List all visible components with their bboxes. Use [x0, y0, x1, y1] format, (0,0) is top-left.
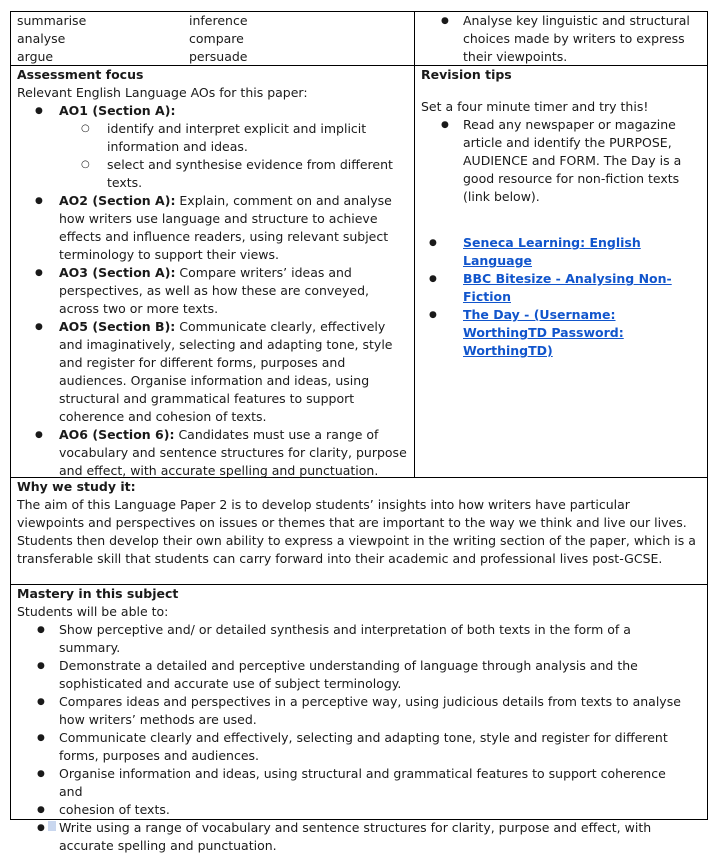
assessment-focus-cell — [10, 65, 414, 478]
keywords-cell — [10, 11, 414, 65]
ao1-item — [11, 102, 414, 192]
mastery-item: ● cohesion of texts. — [11, 801, 707, 819]
revision-tips-cell — [414, 65, 708, 478]
ao2-text: Explain, comment on and analyse how writers use language and structure to achieve effects and influence readers, using relevant subject terminology to support their views. — [59, 193, 392, 262]
ao5-text: Communicate clearly, effectively and imaginatively, selecting and adapting tone, style and register for different forms, purposes and audiences. Organise information and ideas, using structural and grammatical features to support coherence and cohesion of texts. — [59, 319, 393, 424]
keyword-row — [11, 12, 414, 30]
mastery-item: ● Show perceptive and/ or detailed synthesis and interpretation of both texts in the form of a summary. — [11, 621, 707, 657]
seneca-link-item — [415, 234, 707, 270]
seneca-link[interactable]: Seneca Learning: English Language — [463, 235, 641, 268]
keyword: inference — [189, 13, 248, 28]
why-we-study-cell — [10, 478, 708, 585]
mastery-item: ● Compares ideas and perspectives in a perceptive way, using judicious details from texts to analyse how writers’ methods are used. — [11, 693, 707, 729]
objectives-cell — [414, 11, 708, 65]
ao2-label: AO2 (Section A): — [59, 193, 176, 208]
resource-links — [415, 234, 707, 360]
objective-item: ● Analyse key linguistic and structural choices made by writers to express their viewpoints. — [415, 12, 707, 66]
mastery-item: ● Demonstrate a detailed and perceptive understanding of language through analysis and the sophisticated and accurate use of subject terminology. — [11, 657, 707, 693]
revision-tips-heading: Revision tips — [421, 67, 512, 82]
ao5-item — [11, 318, 414, 426]
mastery-heading: Mastery in this subject — [17, 586, 179, 601]
bbc-bitesize-link[interactable]: BBC Bitesize - Analysing Non-Fiction — [463, 271, 672, 304]
cursor-marker — [48, 821, 56, 831]
ao6-text: Candidates must use a range of vocabulary and sentence structures for clarity, purpose and effect, with accurate spelling and punctuation. — [59, 427, 407, 478]
mastery-item: ● Communicate clearly and effectively, selecting and adapting tone, style and register for different forms, purposes and audiences. — [11, 729, 707, 765]
assessment-focus-heading: Assessment focus — [17, 67, 144, 82]
ao1-sub-item: ○ select and synthesise evidence from different texts. — [59, 156, 408, 192]
revision-tip: ● Read any newspaper or magazine article and identify the PURPOSE, AUDIENCE and FORM. The Day is a good resource for non-fiction texts (link below). — [415, 116, 707, 206]
revision-timer: Set a four minute timer and try this! — [421, 99, 649, 114]
ao3-text: Compare writers’ ideas and perspectives, as well as how these are conveyed, across two or more texts. — [59, 265, 369, 316]
ao1-sub-item: ○ identify and interpret explicit and implicit information and ideas. — [59, 120, 408, 156]
keyword-row — [11, 48, 414, 66]
why-text: The aim of this Language Paper 2 is to develop students’ insights into how writers have particular viewpoints and perspectives on issues or themes that are important to the way we think and live our lives. Students then develop their own ability to express a viewpoint in the writing section of the paper, which is a transferable skill that students can carry forward into their academic and professional lives post-GCSE. — [17, 497, 696, 566]
keyword: persuade — [189, 49, 248, 64]
revision-tips-list — [415, 116, 707, 206]
the-day-link[interactable]: The Day - (Username: WorthingTD Password: WorthingTD) — [463, 307, 624, 358]
knowledge-organiser-table — [10, 11, 708, 853]
mastery-list — [11, 621, 707, 855]
assessment-intro: Relevant English Language AOs for this paper: — [17, 85, 308, 100]
bbc-bitesize-link-item — [415, 270, 707, 306]
ao1-sublist — [59, 120, 408, 192]
mastery-intro: Students will be able to: — [17, 604, 169, 619]
keyword: compare — [189, 31, 244, 46]
ao5-label: AO5 (Section B): — [59, 319, 176, 334]
keyword: summarise — [17, 13, 87, 28]
keyword-row — [11, 30, 414, 48]
mastery-item: ● Organise information and ideas, using structural and grammatical features to support coherence and — [11, 765, 707, 801]
the-day-link-item — [415, 306, 707, 360]
ao2-item — [11, 192, 414, 264]
mastery-item: ● Write using a range of vocabulary and sentence structures for clarity, purpose and effect, with accurate spelling and punctuation. — [11, 819, 707, 855]
keyword: analyse — [17, 31, 66, 46]
why-heading: Why we study it: — [17, 479, 136, 494]
objectives-list — [415, 12, 707, 66]
ao6-label: AO6 (Section 6): — [59, 427, 175, 442]
ao1-label: AO1 (Section A): — [59, 103, 176, 118]
ao-list — [11, 102, 414, 480]
mastery-cell — [10, 585, 708, 853]
keyword: argue — [17, 49, 54, 64]
ao3-label: AO3 (Section A): — [59, 265, 176, 280]
ao6-item — [11, 426, 414, 480]
ao3-item — [11, 264, 414, 318]
